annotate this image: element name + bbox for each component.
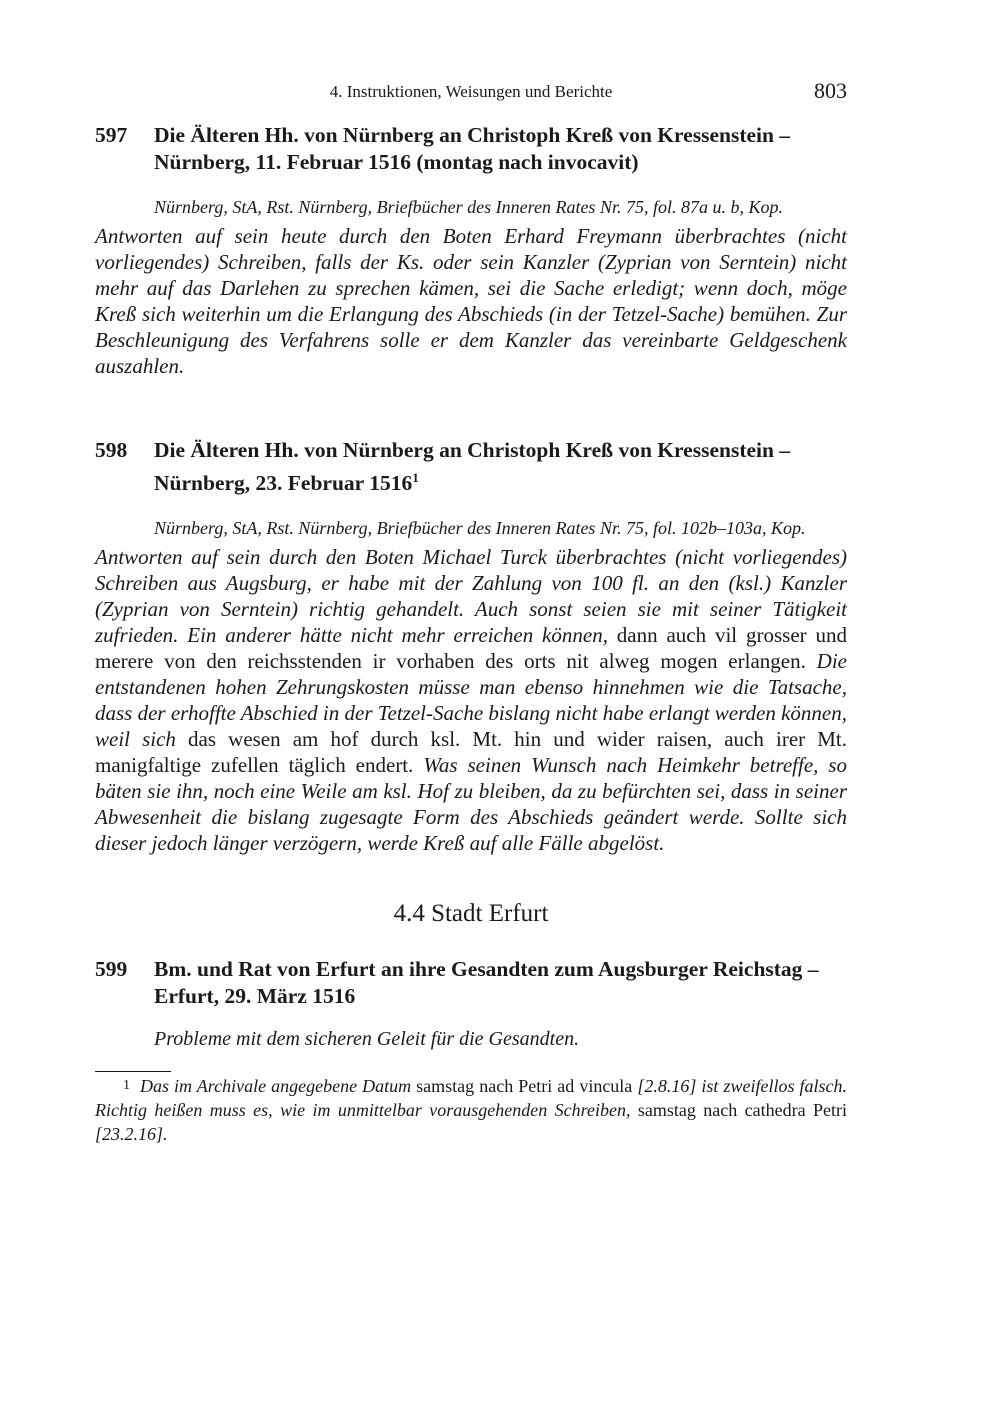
body-italic-part: Antworten auf sein durch den Boten Michael Turck überbrachtes (nicht vorliegendes) Schreiben aus Augsburg, er habe mit der Zahlung von 100 fl. an den (ksl.) Kanzler (Zyprian von Serntein) richtig gehandelt. Auch sonst seien sie mit seiner Tätigkeit zufrieden. Ein anderer hätte nicht mehr erreichen können, <box>95 545 847 648</box>
footnote-italic-part: [2.8.16] ist zweifellos falsch. Richtig heißen muss es, wie im unmittelbar vorausgehenden Schreiben, <box>95 1076 847 1121</box>
body-italic-part: Was seinen Wunsch nach Heimkehr betreffe, so bäten sie ihn, noch eine Weile am ksl. Hof zu bleiben, da zu befürchten sei, dass in seiner Abwesenheit die bislang zugesagte Form des Abschieds geändert werde. Sollte sich dieser jedoch länger verzögern, werde Kreß auf alle Fälle abgelöst. <box>95 753 847 856</box>
entry-598-body <box>95 544 847 856</box>
entry-599-heading <box>95 956 847 1010</box>
entry-597-body-text: Antworten auf sein heute durch den Boten Erhard Freymann überbrachtes (nicht vorliegendes) Schreiben, falls der Ks. oder sein Kanzler (Zyprian von Serntein) nicht mehr auf das Darlehen zu sprechen kämen, sei die Sache erledigt; wenn doch, möge Kreß sich weiterhin um die Erlangung des Abschieds (in der Tetzel-Sache) bemühen. Zur Beschleunigung des Verfahrens solle er dem Kanzler das vereinbarte Geldgeschenk auszahlen. <box>95 224 847 378</box>
entry-title-text: Die Älteren Hh. von Nürnberg an Christoph Kreß von Kressenstein – Nürnberg, 23. Februar 1516 <box>154 438 791 496</box>
entry-title <box>154 437 847 497</box>
entry-title: Die Älteren Hh. von Nürnberg an Christoph Kreß von Kressenstein – Nürnberg, 11. Februar 1516 (montag nach invocavit) <box>154 123 791 174</box>
entry-597-body <box>95 223 847 379</box>
entry-number: 597 <box>95 123 128 147</box>
footnote-quoted-part: samstag nach cathedra Petri <box>630 1100 847 1121</box>
footnote-italic-part: Das im Archivale angegebene Datum <box>140 1076 412 1097</box>
page-number: 803 <box>814 78 847 103</box>
running-header <box>95 76 847 110</box>
entry-number: 599 <box>95 957 128 982</box>
section-heading: 4.4 Stadt Erfurt <box>393 900 549 928</box>
footnote <box>95 1074 847 1146</box>
footnote-reference[interactable]: 1 <box>412 470 419 485</box>
body-quoted-part: das wesen am hof durch ksl. Mt. hin und wider raisen, auch irer Mt. manigfaltige zufellen täglich endert. <box>95 727 847 778</box>
entry-597-heading <box>95 122 847 176</box>
body-quoted-part: dann auch vil grosser und merere von den reichsstenden ir vorhaben des orts nit alweg mogen erlangen. <box>95 623 847 674</box>
entry-598-source: Nürnberg, StA, Rst. Nürnberg, Briefbücher des Inneren Rates Nr. 75, fol. 102b–103a, Kop. <box>154 518 806 539</box>
footnote-mark: 1 <box>123 1078 130 1094</box>
footnote-quoted-part: samstag nach Petri ad vincula <box>411 1076 638 1097</box>
document-page <box>95 76 847 1146</box>
footnote-rule <box>95 1071 171 1072</box>
body-italic-part: Die entstandenen hohen Zehrungskosten müsse man ebenso hinnehmen wie die Tatsache, dass der erhoffte Abschied in der Tetzel-Sache bislang nicht habe erlangt werden können, weil sich <box>95 649 847 752</box>
footnote-italic-part: [23.2.16]. <box>95 1124 168 1145</box>
running-header-title: 4. Instruktionen, Weisungen und Berichte <box>329 82 613 101</box>
entry-number: 598 <box>95 438 128 462</box>
entry-599-abstract: Probleme mit dem sicheren Geleit für die Gesandten. <box>154 1028 580 1051</box>
entry-597-source: Nürnberg, StA, Rst. Nürnberg, Briefbücher des Inneren Rates Nr. 75, fol. 87a u. b, Kop. <box>154 197 783 217</box>
entry-title: Bm. und Rat von Erfurt an ihre Gesandten zum Augsburger Reichstag – Erfurt, 29. März 1516 <box>154 957 819 1009</box>
entry-598-heading <box>95 437 847 497</box>
